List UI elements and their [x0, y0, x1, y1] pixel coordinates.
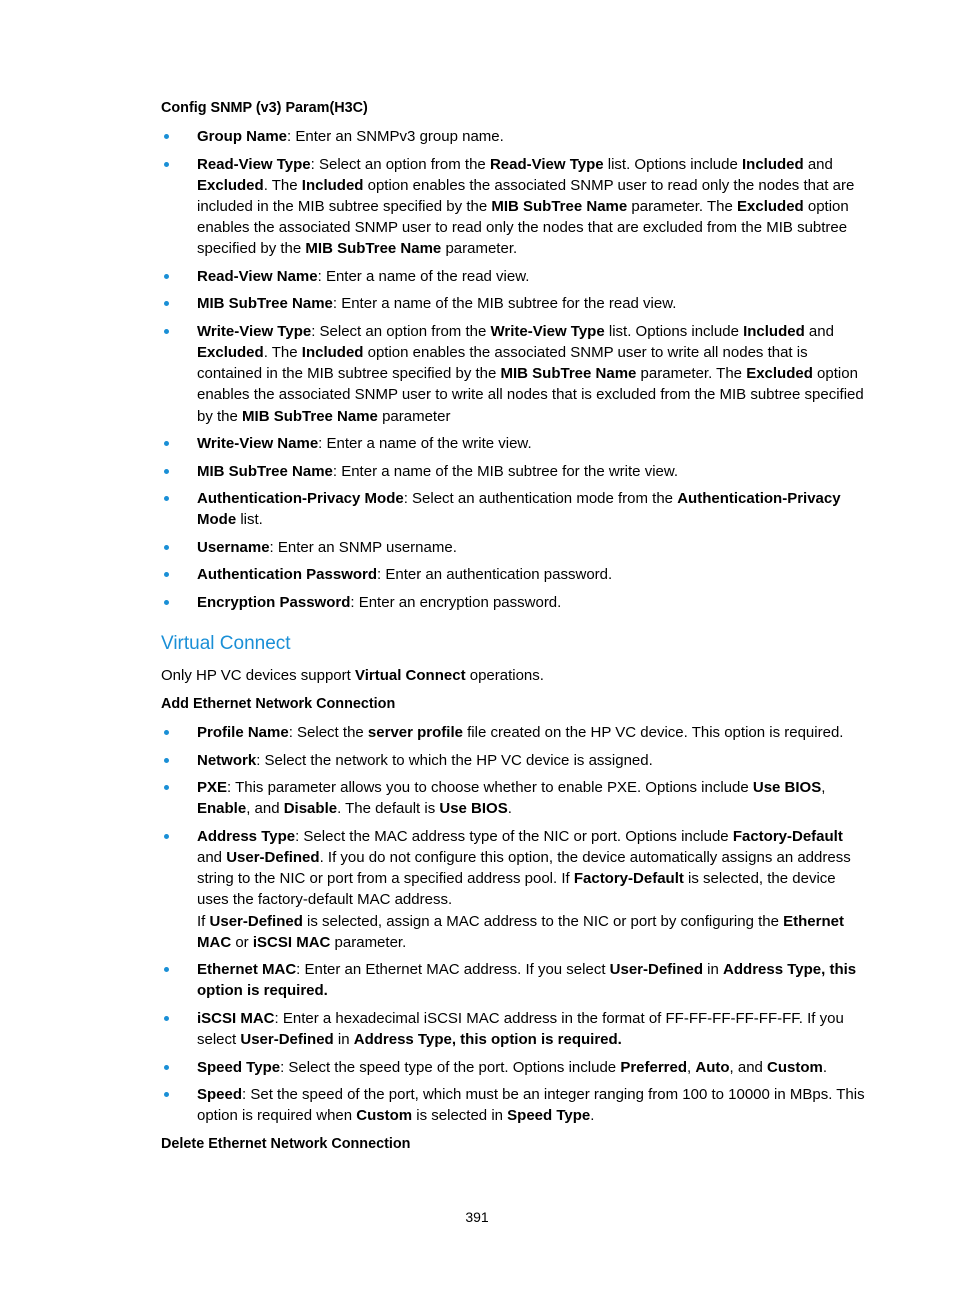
- bold-term: Virtual Connect: [354, 667, 466, 685]
- list-item: [161, 722, 866, 743]
- text-run: : Enter an encryption password.: [350, 593, 562, 611]
- bold-term: Included: [743, 322, 805, 340]
- intro-paragraph: [161, 665, 866, 686]
- list-item: [161, 461, 866, 482]
- text-run: : Enter a name of the MIB subtree for the read view.: [332, 295, 677, 313]
- text-run: in: [703, 961, 724, 979]
- text-run: . The: [263, 176, 302, 194]
- list-item: [161, 592, 866, 613]
- list-item: [161, 293, 866, 314]
- subheading-add-ethernet: Add Ethernet Network Connection: [161, 696, 396, 713]
- bold-term: User-Defined: [609, 961, 704, 979]
- bold-term: User-Defined: [226, 848, 320, 866]
- bold-term: MIB SubTree Name: [197, 295, 333, 313]
- text-run: and: [804, 322, 834, 340]
- text-run: .: [822, 1058, 828, 1076]
- snmp-parameter-list: [161, 126, 866, 613]
- text-run: .: [590, 1107, 595, 1125]
- bold-term: Excluded: [197, 176, 264, 194]
- section-heading-snmp-v3: Config SNMP (v3) Param(H3C): [161, 100, 368, 116]
- text-run: , and: [246, 800, 284, 818]
- list-item: [161, 1084, 866, 1126]
- text-run: : Enter a hexadecimal iSCSI MAC address in the format of FF-FF-FF-FF-FF-FF. If you select: [197, 1009, 844, 1049]
- list-item: [161, 488, 866, 530]
- list-item: [161, 777, 866, 819]
- text-run: in: [333, 1031, 354, 1049]
- list-item: [161, 826, 866, 953]
- text-run: . The: [263, 344, 302, 362]
- list-item: [161, 537, 866, 558]
- text-run: . If you do not configure this option, the device automatically assigns an address string to the NIC or port from a specified address pool. If: [197, 848, 851, 888]
- bold-term: Speed Type: [197, 1058, 281, 1076]
- text-run: : Enter an authentication password.: [377, 566, 613, 584]
- text-run: ,: [821, 779, 826, 797]
- text-run: list. Options include: [603, 155, 742, 173]
- bold-term: Included: [742, 155, 804, 173]
- text-run: : Set the speed of the port, which must be an integer ranging from 100 to 10000 in MBps. This option is required when: [197, 1086, 865, 1125]
- list-item: [161, 1008, 866, 1050]
- text-run: operations.: [465, 667, 544, 685]
- text-run: Only HP VC devices support: [161, 667, 355, 685]
- bold-term: MIB SubTree Name: [197, 462, 333, 480]
- bold-term: Factory-Default: [573, 870, 684, 888]
- list-item: [161, 126, 866, 147]
- text-run: : Select the MAC address type of the NIC or port. Options include: [295, 827, 733, 845]
- bold-term: Preferred: [620, 1058, 688, 1076]
- bold-term: iSCSI MAC: [252, 933, 331, 951]
- text-run: . The default is: [337, 800, 440, 818]
- bold-term: Custom: [767, 1058, 823, 1076]
- bold-term: server profile: [367, 724, 463, 742]
- text-run: option enables the associated SNMP user to read only the nodes that are excluded from the MIB subtree specified by the: [197, 197, 849, 258]
- bold-term: Included: [301, 176, 364, 194]
- text-run: : Select the speed type of the port. Options include: [280, 1058, 621, 1076]
- list-item: [161, 564, 866, 585]
- list-item: [161, 321, 866, 427]
- bold-term: PXE: [197, 779, 228, 797]
- bold-term: Factory-Default: [732, 827, 843, 845]
- text-run: parameter.: [330, 933, 407, 951]
- bold-term: Excluded: [746, 365, 813, 383]
- bold-term: Authentication-Privacy Mode: [197, 490, 404, 508]
- list-item: [161, 1057, 866, 1078]
- document-page: [161, 98, 866, 1162]
- text-run: is selected, assign a MAC address to the NIC or port by configuring the: [302, 912, 784, 930]
- section-title-virtual-connect: Virtual Connect: [161, 633, 291, 655]
- bold-term: MIB SubTree Name: [491, 197, 628, 215]
- text-run: option enables the associated SNMP user to write all nodes that is excluded from the MIB subtree specified by the: [197, 365, 864, 425]
- bold-term: Speed Type: [507, 1107, 591, 1125]
- bold-term: Profile Name: [197, 724, 289, 742]
- text-run: file created on the HP VC device. This option is required.: [462, 724, 844, 742]
- bold-term: Use BIOS: [752, 779, 822, 797]
- text-run: : Enter an SNMP username.: [269, 538, 457, 556]
- text-run: or: [231, 933, 253, 951]
- text-run: parameter: [377, 407, 451, 425]
- text-run: and: [197, 848, 227, 866]
- bold-term: Read-View Name: [197, 267, 318, 285]
- bold-term: Use BIOS: [439, 800, 508, 818]
- list-item: [161, 433, 866, 454]
- bold-term: Read-View Type: [197, 155, 311, 173]
- text-run: : Enter a name of the read view.: [317, 267, 530, 285]
- bold-term: Excluded: [737, 197, 804, 215]
- text-run: , and: [729, 1058, 768, 1076]
- bold-term: MIB SubTree Name: [500, 365, 637, 383]
- bold-term: Custom: [356, 1107, 413, 1125]
- bold-term: Encryption Password: [197, 593, 351, 611]
- bold-term: Write-View Type: [490, 322, 605, 340]
- bold-term: Disable: [283, 800, 338, 818]
- text-run: parameter. The: [636, 365, 747, 383]
- list-item: [161, 959, 866, 1001]
- text-run: If: [197, 912, 210, 930]
- bold-term: Read-View Type: [489, 155, 604, 173]
- bold-term: User-Defined: [240, 1031, 334, 1049]
- bold-term: Address Type, this option is required.: [197, 961, 857, 1000]
- text-run: : Select an option from the: [311, 322, 491, 340]
- text-run: parameter.: [441, 240, 518, 258]
- text-run: : Select an option from the: [310, 155, 490, 173]
- text-run: and: [803, 155, 833, 173]
- bold-term: MIB SubTree Name: [305, 240, 442, 258]
- bold-term: Group Name: [197, 128, 288, 145]
- bold-term: Network: [197, 751, 257, 769]
- bold-term: Address Type: [197, 827, 296, 845]
- text-run: ,: [687, 1058, 696, 1076]
- text-run: is selected in: [412, 1107, 508, 1125]
- text-run: : Enter a name of the write view.: [318, 435, 532, 453]
- text-run: list. Options include: [604, 322, 744, 340]
- text-run: parameter. The: [627, 197, 738, 215]
- page-number: 391: [465, 1209, 489, 1225]
- text-run: .: [507, 800, 512, 818]
- text-run: option enables the associated SNMP user to write all nodes that is contained in the MIB subtree specified by the: [197, 344, 808, 383]
- text-run: : Select the network to which the HP VC device is assigned.: [256, 751, 653, 769]
- bold-term: Ethernet MAC: [197, 961, 297, 979]
- bold-term: Authentication-Privacy Mode: [197, 490, 841, 529]
- text-run: option enables the associated SNMP user to read only the nodes that are included in the MIB subtree specified by the: [197, 176, 855, 215]
- bold-term: Included: [301, 344, 364, 362]
- text-run: : Enter a name of the MIB subtree for the write view.: [332, 462, 679, 480]
- bold-term: Speed: [197, 1086, 243, 1104]
- bold-term: Write-View Type: [197, 322, 312, 340]
- bold-term: MIB SubTree Name: [242, 407, 378, 425]
- text-run: list.: [236, 511, 263, 529]
- text-run: : Select an authentication mode from the: [403, 490, 678, 508]
- list-item: [161, 750, 866, 771]
- text-run: : Select the: [288, 724, 368, 742]
- bold-term: Ethernet MAC: [197, 912, 844, 951]
- bold-term: Authentication Password: [197, 566, 378, 584]
- bold-term: Excluded: [197, 344, 264, 362]
- subheading-delete-ethernet: Delete Ethernet Network Connection: [161, 1135, 411, 1152]
- list-item: [161, 154, 866, 260]
- ethernet-parameter-list: [161, 722, 866, 1127]
- text-run: is selected, the device uses the factory-default MAC address.: [197, 870, 836, 909]
- bold-term: User-Defined: [209, 912, 303, 930]
- text-run: : This parameter allows you to choose whether to enable PXE. Options include: [227, 779, 753, 797]
- bold-term: Address Type, this option is required.: [353, 1031, 622, 1049]
- text-run: : Enter an SNMPv3 group name.: [287, 128, 504, 145]
- text-run: : Enter an Ethernet MAC address. If you select: [296, 961, 610, 979]
- bold-term: Username: [197, 538, 270, 556]
- list-item: [161, 266, 866, 287]
- bold-term: iSCSI MAC: [197, 1009, 275, 1027]
- bold-term: Auto: [695, 1058, 730, 1076]
- bold-term: Enable: [197, 800, 247, 818]
- bold-term: Write-View Name: [197, 435, 319, 453]
